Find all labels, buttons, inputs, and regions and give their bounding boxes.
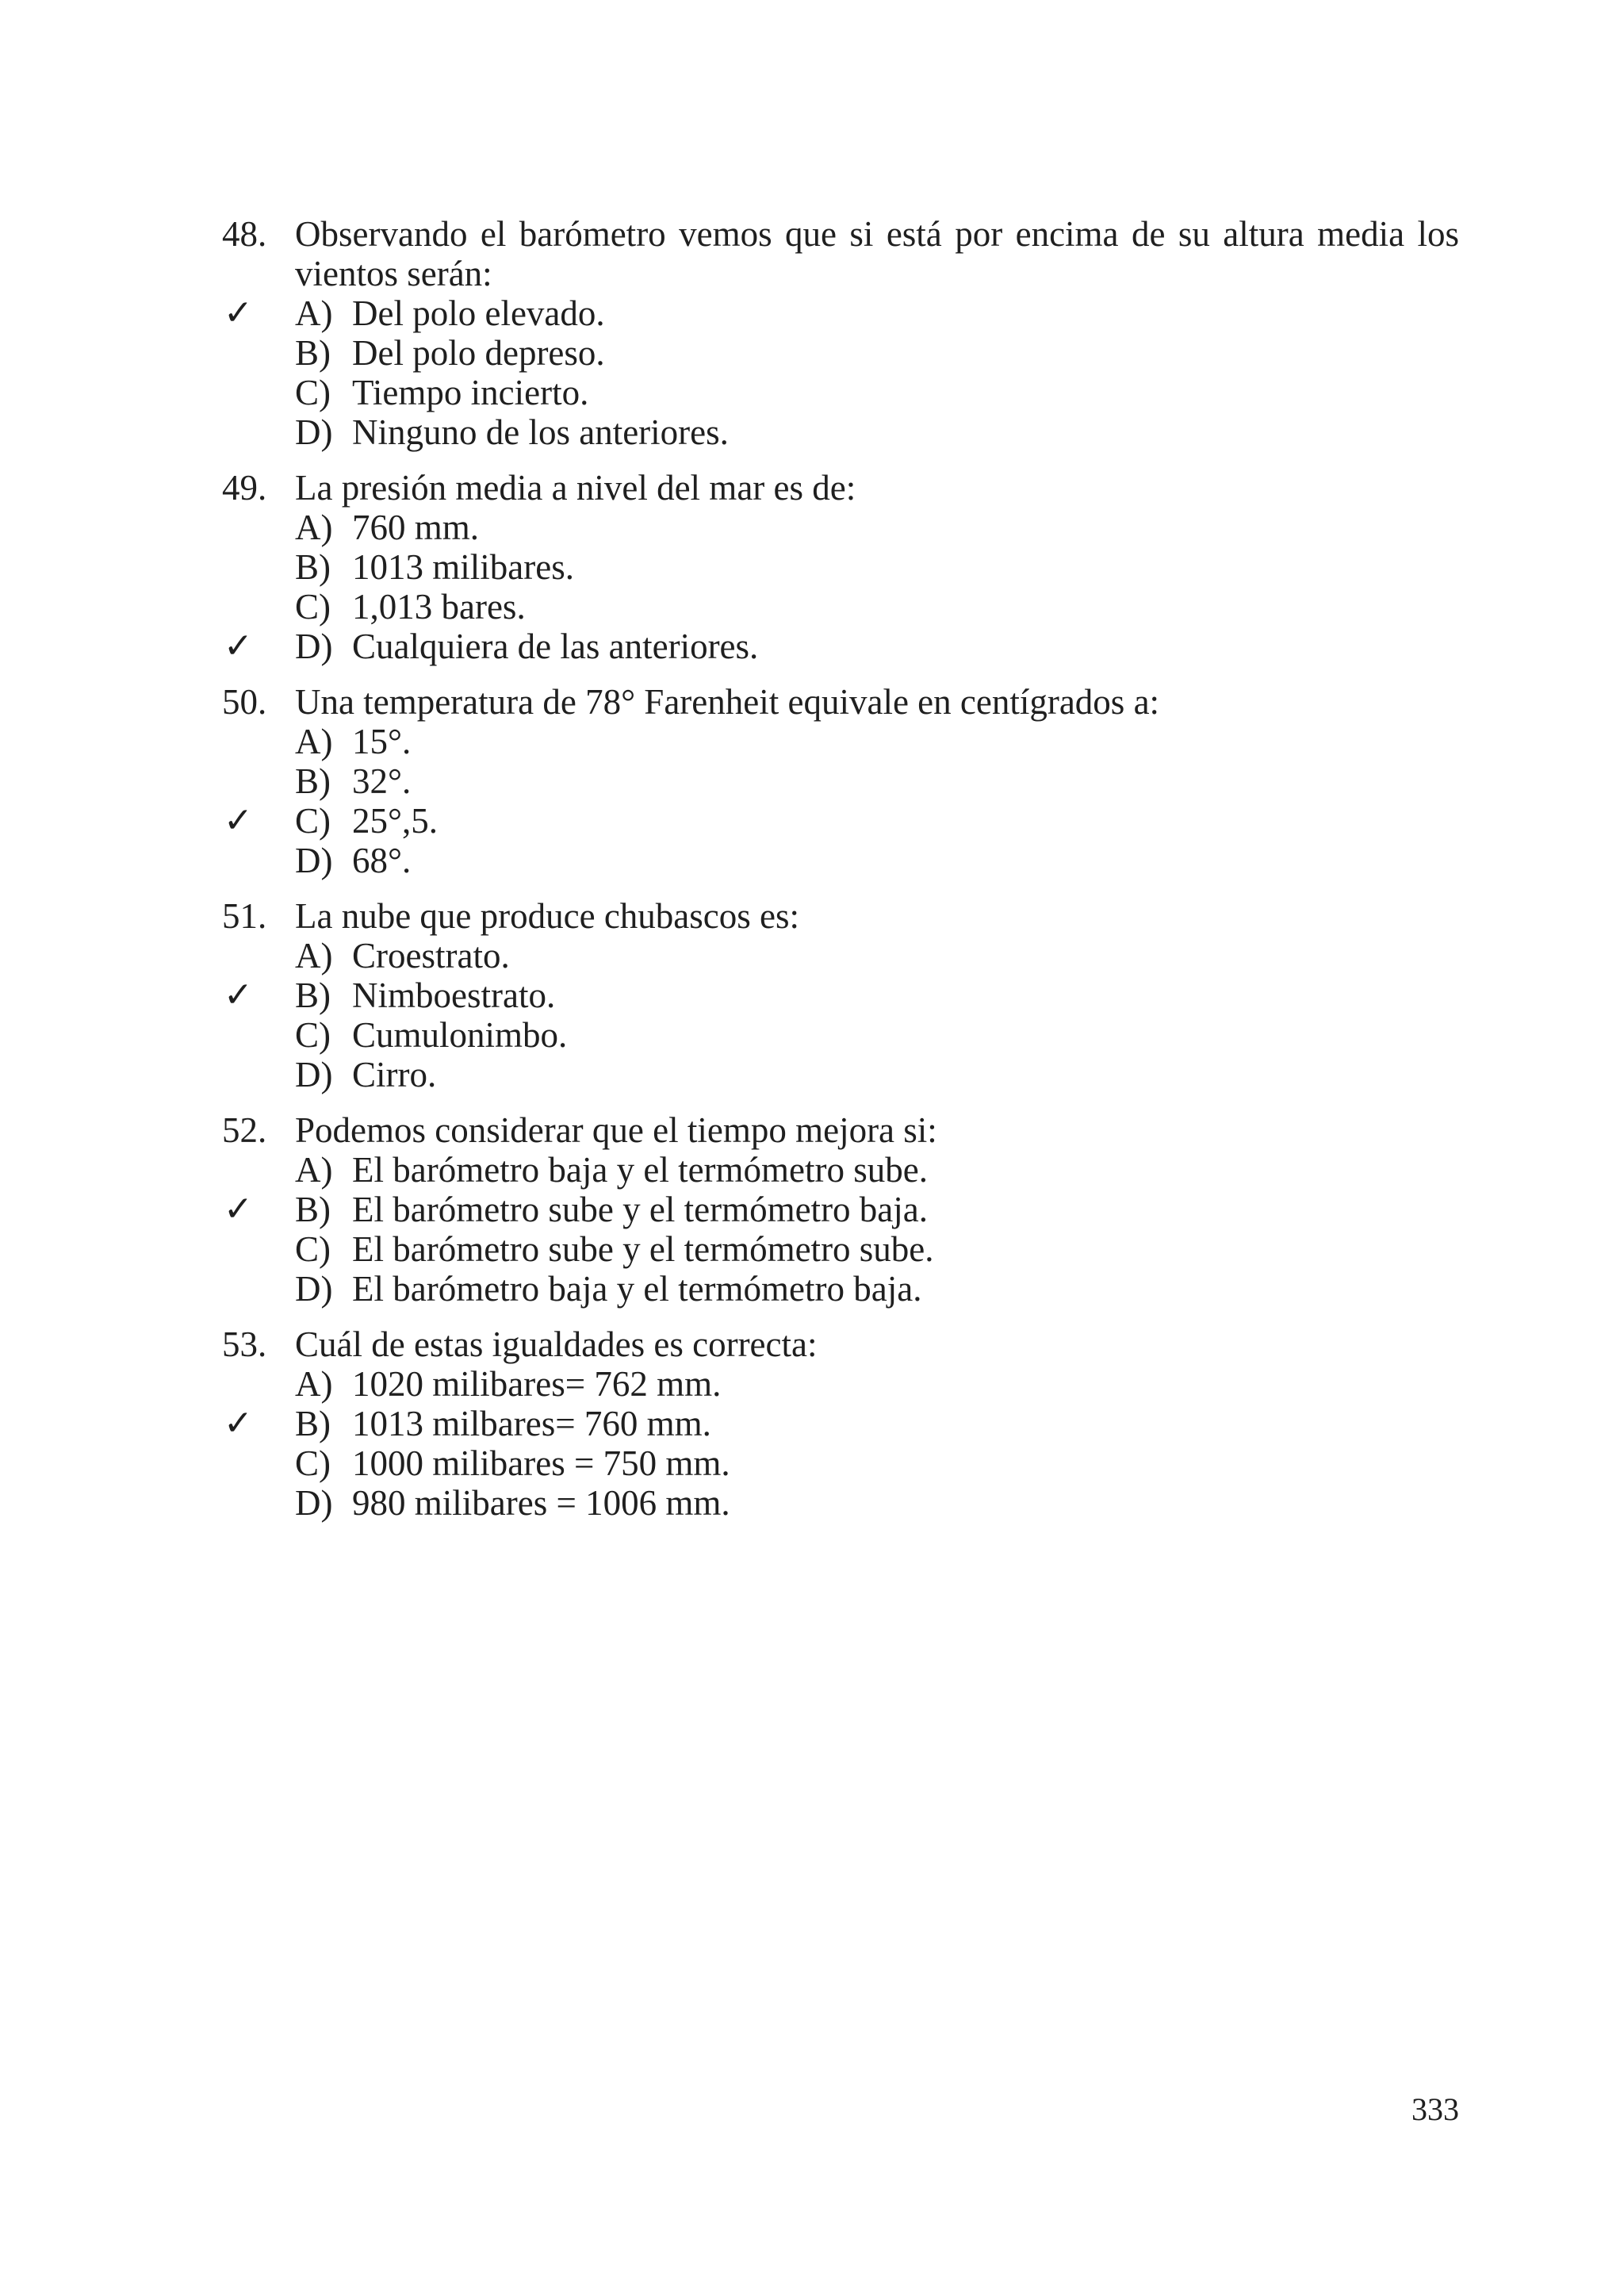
question-text: La presión media a nivel del mar es de: <box>295 468 856 508</box>
option-letter: C) <box>295 801 331 841</box>
option-a <box>222 293 1459 333</box>
option-letter: C) <box>295 373 331 412</box>
option-letter: B) <box>295 1404 331 1443</box>
option-letter: A) <box>295 936 333 976</box>
option-c <box>222 587 1459 627</box>
check-mark-icon: ✓ <box>224 1403 253 1443</box>
question-number: 49. <box>222 468 267 508</box>
option-text: 1,013 bares. <box>352 587 526 627</box>
question-list <box>222 214 1459 1539</box>
option-text: 1000 milibares = 750 mm. <box>352 1443 730 1483</box>
option-text: Tiempo incierto. <box>352 373 589 412</box>
check-mark-icon: ✓ <box>224 1189 253 1229</box>
option-d <box>222 1483 1459 1523</box>
option-text: Cumulonimbo. <box>352 1015 568 1055</box>
question-number: 52. <box>222 1110 267 1150</box>
question-52 <box>222 1110 1459 1309</box>
option-letter: D) <box>295 841 333 880</box>
question-51 <box>222 896 1459 1094</box>
option-text: 1020 milibares= 762 mm. <box>352 1364 722 1404</box>
option-letter: D) <box>295 1483 333 1523</box>
option-a <box>222 508 1459 547</box>
option-d <box>222 1055 1459 1094</box>
option-text: Nimboestrato. <box>352 976 556 1015</box>
option-letter: A) <box>295 722 333 761</box>
option-text: 980 milibares = 1006 mm. <box>352 1483 730 1523</box>
option-d <box>222 1269 1459 1309</box>
check-mark-icon: ✓ <box>224 626 253 666</box>
option-text: El barómetro sube y el termómetro sube. <box>352 1229 934 1269</box>
option-text: Croestrato. <box>352 936 510 976</box>
option-letter: B) <box>295 547 331 587</box>
option-letter: D) <box>295 627 333 666</box>
question-stem <box>222 1110 1459 1150</box>
option-a <box>222 722 1459 761</box>
question-text: Podemos considerar que el tiempo mejora si: <box>295 1110 937 1150</box>
option-text: 1013 milibares. <box>352 547 574 587</box>
option-text: 25°,5. <box>352 801 438 841</box>
check-mark-icon: ✓ <box>224 800 253 841</box>
question-49 <box>222 468 1459 666</box>
option-b <box>222 976 1459 1015</box>
option-letter: C) <box>295 1229 331 1269</box>
option-c <box>222 1015 1459 1055</box>
question-text: Cuál de estas igualdades es correcta: <box>295 1324 818 1364</box>
option-text: El barómetro baja y el termómetro baja. <box>352 1269 922 1309</box>
question-stem <box>222 682 1459 722</box>
option-text: 760 mm. <box>352 508 480 547</box>
option-text: 1013 milbares= 760 mm. <box>352 1404 711 1443</box>
question-48 <box>222 214 1459 452</box>
option-letter: D) <box>295 1055 333 1094</box>
question-number: 48. <box>222 214 267 254</box>
question-stem <box>222 214 1459 293</box>
option-text: El barómetro sube y el termómetro baja. <box>352 1190 928 1229</box>
option-c <box>222 1443 1459 1483</box>
option-letter: A) <box>295 293 333 333</box>
option-letter: B) <box>295 1190 331 1229</box>
option-text: 32°. <box>352 761 412 801</box>
option-c <box>222 801 1459 841</box>
question-53 <box>222 1324 1459 1523</box>
option-b <box>222 1190 1459 1229</box>
question-number: 53. <box>222 1324 267 1364</box>
option-c <box>222 373 1459 412</box>
option-letter: B) <box>295 976 331 1015</box>
check-mark-icon: ✓ <box>224 975 253 1015</box>
option-text: Cualquiera de las anteriores. <box>352 627 759 666</box>
option-letter: B) <box>295 333 331 373</box>
option-letter: A) <box>295 1150 333 1190</box>
option-letter: A) <box>295 508 333 547</box>
option-b <box>222 1404 1459 1443</box>
option-letter: C) <box>295 1443 331 1483</box>
option-a <box>222 936 1459 976</box>
option-text: Del polo depreso. <box>352 333 605 373</box>
option-text: 15°. <box>352 722 412 761</box>
option-letter: D) <box>295 1269 333 1309</box>
option-letter: D) <box>295 412 333 452</box>
page-number: 333 <box>1411 2091 1459 2127</box>
option-letter: A) <box>295 1364 333 1404</box>
option-text: Cirro. <box>352 1055 437 1094</box>
question-number: 50. <box>222 682 267 722</box>
question-text: Observando el barómetro vemos que si está por encima de su altura media los vientos serán: <box>295 214 1459 293</box>
option-letter: C) <box>295 1015 331 1055</box>
option-b <box>222 547 1459 587</box>
question-stem <box>222 468 1459 508</box>
option-b <box>222 333 1459 373</box>
question-number: 51. <box>222 896 267 936</box>
option-c <box>222 1229 1459 1269</box>
option-text: Ninguno de los anteriores. <box>352 412 729 452</box>
option-d <box>222 412 1459 452</box>
question-text: Una temperatura de 78° Farenheit equivale en centígrados a: <box>295 682 1160 722</box>
question-stem <box>222 896 1459 936</box>
option-b <box>222 761 1459 801</box>
option-d <box>222 627 1459 666</box>
question-text: La nube que produce chubascos es: <box>295 896 800 936</box>
option-a <box>222 1150 1459 1190</box>
check-mark-icon: ✓ <box>224 293 253 333</box>
question-stem <box>222 1324 1459 1364</box>
option-text: El barómetro baja y el termómetro sube. <box>352 1150 928 1190</box>
option-letter: C) <box>295 587 331 627</box>
option-a <box>222 1364 1459 1404</box>
option-d <box>222 841 1459 880</box>
option-letter: B) <box>295 761 331 801</box>
option-text: 68°. <box>352 841 412 880</box>
question-50 <box>222 682 1459 880</box>
option-text: Del polo elevado. <box>352 293 605 333</box>
